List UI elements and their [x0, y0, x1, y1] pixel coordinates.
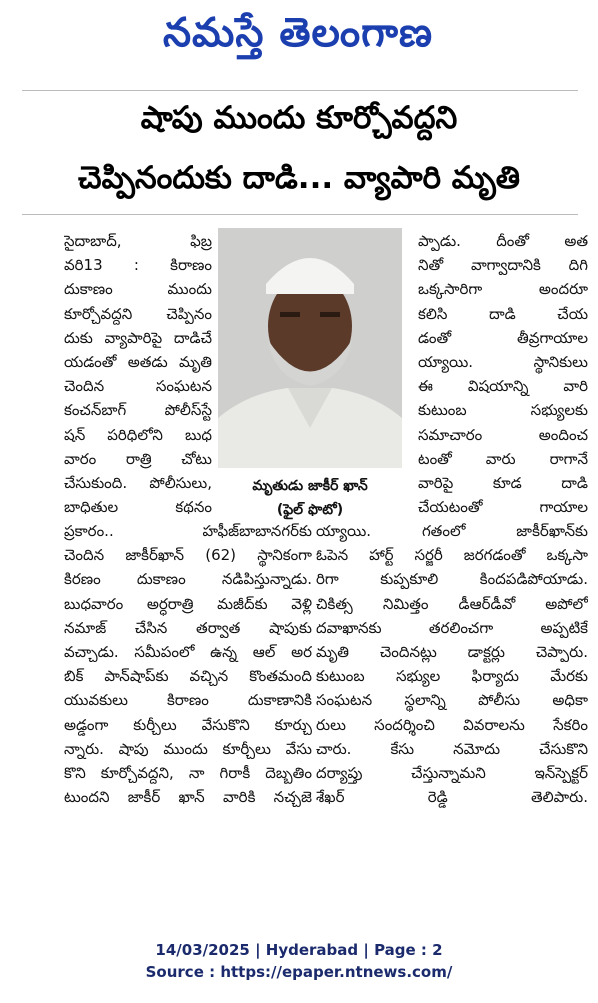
article-line: దుకాణం ముందు [64, 280, 212, 299]
article-line: కూర్చోవద్దని చెప్పినం [64, 304, 212, 323]
article-line: చికిత్స నిమిత్తం డీఆర్‌డీవో అపోలో [316, 594, 588, 613]
article-line: బాధితుల కథనం [64, 498, 212, 517]
article-line: సమాచారం అందించ [418, 425, 588, 444]
portrait-illustration [218, 228, 402, 468]
article-line: సైదాబాద్, ఫిబ్ర [64, 232, 212, 250]
article-line: ఈ విషయాన్ని వారి [418, 377, 588, 396]
headline-line-2: చెప్పినందుకు దాడి... వ్యాపారి మృతి [78, 160, 520, 196]
article-line: ఓపెన హార్ట్ సర్జరీ జరగడంతో ఒక్కసా [316, 546, 588, 565]
article-line: దవాఖానకు తరలించగా అప్పటికే [316, 618, 588, 637]
portrait-photo [218, 228, 402, 468]
article-line: కలిసి దాడి చేయ [418, 304, 588, 323]
article-line: డంతో తీవ్రగాయాల [418, 328, 588, 347]
article-line: కుటుంబ సభ్యుల ఫిర్యాదు మేరకు [316, 667, 588, 686]
article-line: షన్ పరిధిలోని బుధ [64, 425, 212, 444]
masthead-title: నమస్తే తెలంగాణ [162, 10, 434, 56]
article-line: వచ్చాడు. సమీపంలో ఉన్న ఆల్ అర [64, 642, 312, 661]
article-column-right [418, 229, 588, 519]
divider [22, 90, 578, 91]
article-line: కుటుంబ సభ్యులకు [418, 401, 588, 420]
article-line: శేఖర్ రెడ్డి తెలిపారు. [316, 788, 588, 807]
article-line: బిక్ పాన్‌షాప్‌కు వచ్చిన కొంతమంది [64, 667, 312, 686]
article-line: రిగా కుప్పకూలి కిందపడిపోయాడు. [316, 570, 588, 589]
article-line: నమాజ్ చేసిన తర్వాత షాపుకు [64, 618, 312, 637]
headline-line-1: షాపు ముందు కూర్చోవద్దని [140, 100, 458, 136]
article-line: య్యాయి. గతంలో జాకీర్‌ఖాన్‌కు [316, 522, 588, 540]
article-line: ప్రకారం.. హఫీజ్‌బాబానగర్‌కు [64, 522, 312, 540]
caption-note: (ఫైల్ ఫొటో) [276, 502, 344, 518]
article-column-lower-left [64, 519, 312, 809]
article-column-lower-right [316, 519, 588, 809]
article-column-left [64, 229, 212, 519]
article-line: యడంతో అతడు మృతి [64, 352, 212, 371]
article-line: రులు సందర్శించి వివరాలను సేకరిం [316, 715, 588, 734]
article-line: చారు. కేసు నమోదు చేసుకొని [316, 739, 588, 758]
article-line: చెందిన జాకీర్‌ఖాన్ (62) స్థానికంగా [64, 546, 312, 565]
article-line: య్యాయి. స్థానికులు [418, 352, 588, 371]
article-line: మృతి చెందినట్లు డాక్టర్లు చెప్పారు. [316, 642, 588, 661]
footer-dateline: 14/03/2025 | Hyderabad | Page : 2 [155, 941, 443, 959]
article-line: చేయటంతో గాయాల [418, 498, 588, 517]
article-line: వారం రాత్రి చోటు [64, 449, 212, 468]
article-line: న్నారు. షాపు ముందు కూర్చీలు వేసు [64, 739, 312, 758]
article-line: వరి13 : కిరాణం [64, 256, 212, 275]
article-line: వారిపై కూడ దాడి [418, 473, 588, 492]
footer-source: Source : https://epaper.ntnews.com/ [145, 963, 453, 981]
article-line: కొని కూర్చోవద్దని, నా గిరాకీ దెబ్బతిం [64, 763, 312, 782]
photo-caption [218, 474, 402, 522]
article-line: యువకులు కిరాణం దుకాణానికి [64, 691, 312, 710]
article-line: కిరణం దుకాణం నడిపిస్తున్నాడు. [64, 570, 312, 589]
article-line: బుధవారం అర్ధరాత్రి మజీద్‌కు వెళ్లి [64, 594, 312, 613]
article-line: దుకు వ్యాపారిపై దాడిచే [64, 328, 212, 347]
caption-name: మృతుడు జాకీర్ ఖాన్ [252, 478, 368, 494]
article-line: కంచన్‌బాగ్ పోలీస్‌స్టే [64, 401, 212, 420]
article-line: టుందని జాకీర్ ఖాన్ వారికి నచ్చజె [64, 788, 312, 807]
article-line: ఒక్కసారిగా అందరూ [418, 280, 588, 299]
article-line: అడ్డంగా కుర్చీలు వేసుకొని కూర్చు [64, 715, 312, 734]
article-line: నితో వాగ్వాదానికి దిగి [418, 256, 588, 275]
article-line: చెందిన సంఘటన [64, 377, 212, 396]
article-line: చేసుకుంది. పోలీసులు, [64, 473, 212, 492]
article-line: సంఘటన స్థలాన్ని పోలీసు అధికా [316, 691, 588, 710]
article-line: దర్యాప్తు చేస్తున్నామని ఇన్‌స్పెక్టర్ [316, 763, 588, 782]
divider [22, 214, 578, 215]
masthead-logo [96, 6, 500, 70]
article-line: ప్పాడు. దీంతో అత [418, 232, 588, 250]
article-line: టంతో వారు రాగానే [418, 449, 588, 468]
